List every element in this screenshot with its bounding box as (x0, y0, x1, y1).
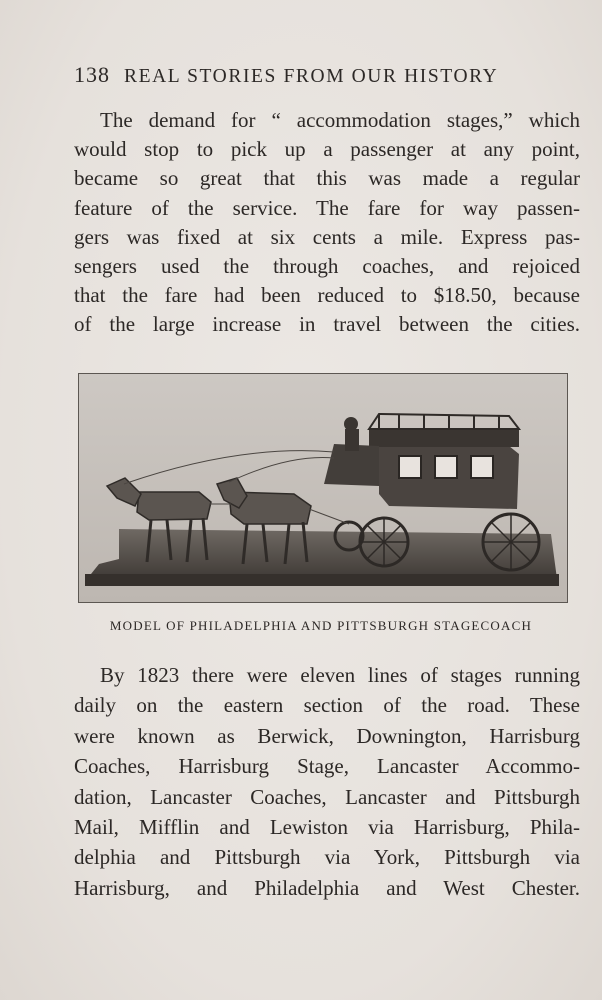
paragraph-1 (74, 106, 580, 340)
stagecoach-illustration (79, 374, 567, 602)
text-line: Coaches, Harrisburg Stage, Lancaster Accommo- (74, 754, 580, 779)
text-line: feature of the service. The fare for way passen- (74, 195, 580, 220)
running-head: REAL STORIES FROM OUR HISTORY (124, 66, 499, 87)
text-line: that the fare had been reduced to $18.50, because (74, 283, 580, 308)
stagecoach-photo (78, 373, 568, 603)
text-line: gers was fixed at six cents a mile. Express pas- (74, 224, 580, 249)
page-header (74, 62, 544, 94)
text-line: Mail, Mifflin and Lewiston via Harrisburg, Phila- (74, 814, 580, 839)
text-line: became so great that this was made a regular (74, 166, 580, 191)
text-line: By 1823 there were eleven lines of stages running (100, 663, 580, 687)
page-number: 138 (74, 62, 110, 87)
text-line: of the large increase in travel between the cities. (74, 312, 580, 337)
text-line: dation, Lancaster Coaches, Lancaster and Pittsburgh (74, 784, 580, 809)
text-line: would stop to pick up a passenger at any point, (74, 137, 580, 162)
text-line: sengers used the through coaches, and rejoiced (74, 253, 580, 278)
text-line: daily on the eastern section of the road. These (74, 693, 580, 718)
paragraph-2 (74, 660, 580, 903)
figure-caption: MODEL OF PHILADELPHIA AND PITTSBURGH STAGECOACH (109, 618, 533, 633)
text-line: Harrisburg, and Philadelphia and West Chester. (74, 875, 580, 900)
text-line: were known as Berwick, Downington, Harrisburg (74, 723, 580, 748)
text-line: The demand for “ accommodation stages,” which (100, 108, 580, 132)
text-line: delphia and Pittsburgh via York, Pittsburgh via (74, 845, 580, 870)
